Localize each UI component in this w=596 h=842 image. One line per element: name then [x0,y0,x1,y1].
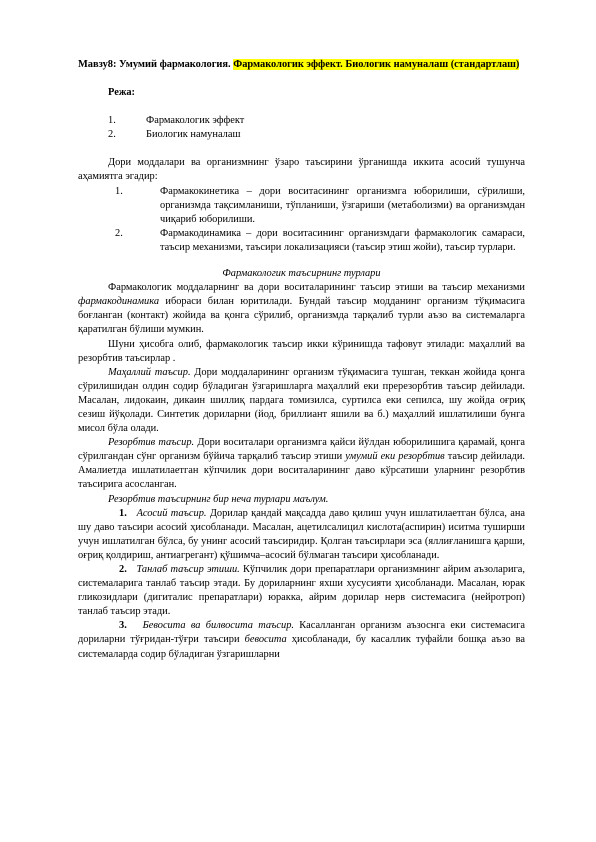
para1-italic-term: фармакодинамика [78,296,160,308]
paragraph-pharmacodynamics [78,281,525,337]
resorptive-effect-term: Резорбтив таъсир. [108,437,195,449]
plan-heading: Режа: [108,87,136,99]
paragraph-local-effect [78,366,525,436]
concept-item-text: Фармакодинамика – дори воситасининг организмдаги фармакологик самараси, таъсир механизми, таъсири локализацияси (таъсир этиш жойи), таъсир турлари. [160,227,525,253]
type-item-direct-indirect-effect [78,619,525,661]
plan-item [78,128,525,142]
plan-item-text: Биологик намуналаш [146,129,241,141]
resorptive-text-b: таъсир дейилади. Амалиетда ишлатилаетган кўпчилик дори воситаларининг даво кўрсатиши уларнинг резорбтив таъсирига асосланган. [78,451,525,491]
plan-item-number: 1. [108,115,116,127]
type-item-number: 3. [119,620,127,632]
type-item-label: Танлаб таъсир этиши. [136,564,240,575]
para1-text-a: Фармакологик моддаларнинг ва дори воситаларининг таъсир этиши ва таъсир механизми [108,282,525,294]
document-page [78,58,525,662]
type-item-text: Дорилар қандай мақсадда даво қилиш учун ишлатилаетган бўлса, ана шу даво таъсири асосий ҳисобланади. Масалан, ацетилсалицил кислота(аспирин) иситма туширши учун ишлатилган бўлса, бу унинг асосий таъсиридир. Қолган таъсирлари эса (яллиғланишга қарши, оғриқ қолдириш, антиагрегант) қўшимча–асосий бўлмаган таъсири ҳисобланади. [78,507,525,561]
title-prefix: Мавзу8: Умумий фармакология. [78,59,231,70]
plan-item [78,114,525,128]
concept-item [78,227,525,255]
concept-list [78,185,525,255]
section-heading: Фармакологик таъсирнинг турлари [222,268,381,280]
type-item-selective-effect [78,563,525,619]
para1-text-b: ибораси билан юритилади. Бундай таъсир модданинг организм тўқимасига боғланган (контакт) жойида ва қонга сўрилиб, организмда тарқалиб турли аъзо ва системаларга қаратилган бўлиши мумкин. [78,296,525,336]
concept-item-text: Фармакокинетика – дори воситасининг организмга юборилиши, сўрилиши, организмда тақсимланиши, тўпланиши, ўзгариши (метаболизми) ва организмдан чиқариб юборилиши. [160,185,525,225]
type-item-text-a: Касалланган организм аъзоснга еки системасига дориларни тўғридан-тўғри таъсири [78,620,526,646]
concept-item-number: 1. [115,185,123,197]
type-item-main-effect [78,507,525,563]
concept-item [78,185,525,227]
type-item-label: Асосий таъсир. [136,507,207,519]
type-item-number: 1. [119,507,127,519]
intro-paragraph: Дори моддалари ва организмнинг ўзаро таъсирини ўрганишда иккита асосий тушунча аҳамиятга эгадир: [78,157,525,183]
local-effect-text: Дори моддаларининг организм тўқимасига тушган, теккан жойида қонга сўрилишидан олдин содир бўладиган ўзгаришларга маҳаллий еки пререзорбтив таъсир дейилади. Масалан, лидокаин, дикаин шиллиқ пардага томизилса, суртилса еки сепилса, шу жойда оғриқ сезиш йўқолади. Синтетик дориларни (йод, бриллиант яшили ва б.) маҳаллий ишлатилиши бунга мисол бўла олади. [78,366,525,435]
plan-item-text: Фармакологик эффект [146,115,245,127]
type-item-text-b: ҳисобланади, бу касаллик туфайли бошқа аъзо ва системаларда содир бўладиган ўзгаришларни [78,634,526,660]
concept-item-number: 2. [115,227,123,239]
page-title [78,58,525,72]
plan-list [78,114,525,142]
paragraph-resorptive-effect [78,436,525,492]
type-item-label: Бевосита ва билвосита таъсир. [142,620,295,632]
paragraph-effect-kinds: Шуни ҳисобга олиб, фармакологик таъсир икки кўринишда тафовут этилади: маҳаллий ва резорбтив таъсирлар . [78,338,525,364]
resorptive-text-a: Дори воситалари организмга қайси йўлдан юборилишига қарамай, қонга сўрилгандан сўнг организм бўйича тарқалиб таъсир этиши [78,437,525,463]
plan-item-number: 2. [108,129,116,141]
resorptive-italic-term: умумий еки резорбтив [345,451,445,463]
paragraph-resorptive-types: Резорбтив таъсирнинг бир неча турлари маълум. [108,493,329,505]
type-item-text: Кўпчилик дори препаратлари организмнинг айрим аъзоларига, системаларига танлаб таъсир этади. Бу дориларнинг яхши хусусияти ҳисобланади. Масалан, юрак гликозидлари (дигиталис препаратлари) юракка, айрим дорилар нерв системасига (нейротроп) танлаб таъсир этади. [78,564,526,618]
type-item-italic-term: бевосита [244,634,287,646]
local-effect-term: Маҳаллий таъсир. [108,366,191,378]
type-item-number: 2. [119,564,127,575]
title-highlight: Фармакологик эффект. Биологик намуналаш (стандартлаш) [233,59,520,70]
